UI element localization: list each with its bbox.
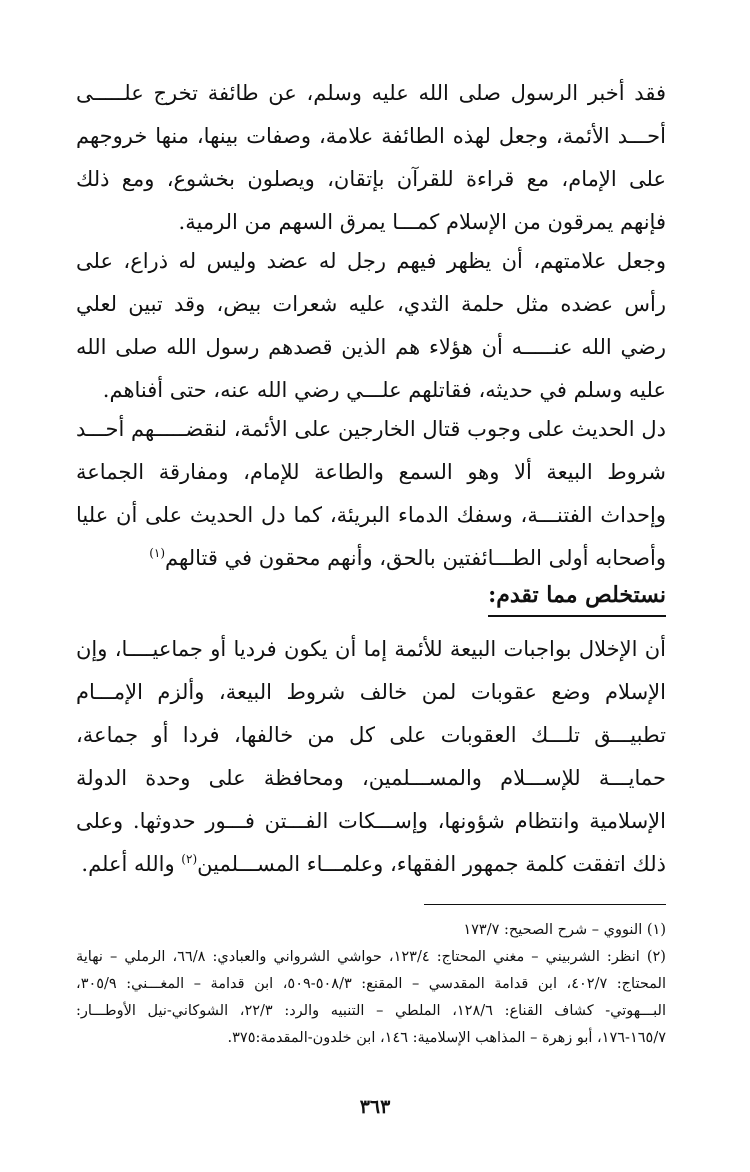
paragraph-4-closing: والله أعلم. (81, 852, 182, 876)
footnote-ref-1[interactable]: (١) (149, 546, 166, 560)
paragraph-1: فقد أخبر الرسول صلى الله عليه وسلم، عن طائفة تخرج علـــــى أحـــد الأئمة، وجعل لهذه الطائفة علامة، وصفات بينها، منها خروجهم على الإمام، مع قراءة للقرآن بإتقان، ويصلون بخشوع، ومع ذلك فإنهم يمرقون من الإسلام كمـــا يمرق السهم من الرمية. (76, 81, 666, 234)
footnote-divider (424, 904, 666, 905)
page-number: ٣٦٣ (359, 1096, 391, 1118)
footnote-2: (٢) انظر: الشربيني – مغني المحتاج: ١٢٣/٤، حواشي الشرواني والعبادي: ٦٦/٨، الرملي – نهاية المحتاج: ٤٠٢/٧، ابن قدامة المقدسي – المقنع: ٥٠٨/٣-٥٠٩، ابن قدامة – المغـــني: ٣٠٥/٩، البـــهوتي- كشاف القناع: ١٢٨/٦، الملطي – التنبيه والرد: ٢٢/٣، الشوكاني-نيل الأوطـــار: ١٦٥/٧-١٧٦، أبو زهرة – المذاهب الإسلامية: ١٤٦، ابن خلدون-المقدمة:٣٧٥. (76, 949, 667, 1046)
paragraph-3-text: دل الحديث على وجوب قتال الخارجين على الأئمة، لنقضـــــهم أحـــد شروط البيعة ألا وهو السمع والطاعة للإمام، ومفارقة الجماعة وإحداث الفتنـــة، وسفك الدماء البريئة، كما دل الحديث على أن عليا وأصحابه أولى الطـــائفتين بالحق، وأنهم محقون في قتالهم (76, 417, 666, 570)
paragraph-4-text: أن الإخلال بواجبات البيعة للأئمة إما أن يكون فرديا أو جماعيــــا، وإن الإسلام وضع عقوبات لمن خالف شروط البيعة، وألزم الإمـــام تطبيـــق تلـــك العقوبات على كل من خالفها، فردا أو جماعة، حمايـــة للإســـلام والمســـلمين، ومحافظة على وحدة الدولة الإسلامية وانتظام شؤونها، وإســـكات الفـــتن فـــور حدوثها. وعلى ذلك اتفقت كلمة جمهور الفقهاء، وعلمـــاء المســـلمين (76, 637, 666, 876)
footnote-1: (١) النووي – شرح الصحيح: ١٧٣/٧ (463, 922, 666, 938)
section-heading: نستخلص مما تقدم: (488, 576, 666, 617)
paragraph-2: وجعل علامتهم، أن يظهر فيهم رجل له عضد وليس له ذراع، على رأس عضده مثل حلمة الثدي، عليه شعرات بيض، وقد تبين لعلي رضي الله عنـــــه أن هؤلاء هم الذين قصدهم رسول الله صلى الله عليه وسلم في حديثه، فقاتلهم علـــي رضي الله عنه، حتى أفناهم. (76, 249, 666, 402)
footnotes-list (76, 917, 666, 1052)
paragraph-3 (76, 408, 666, 580)
footnote-ref-2[interactable]: (٢) (181, 852, 198, 866)
paragraph-4 (76, 628, 666, 886)
